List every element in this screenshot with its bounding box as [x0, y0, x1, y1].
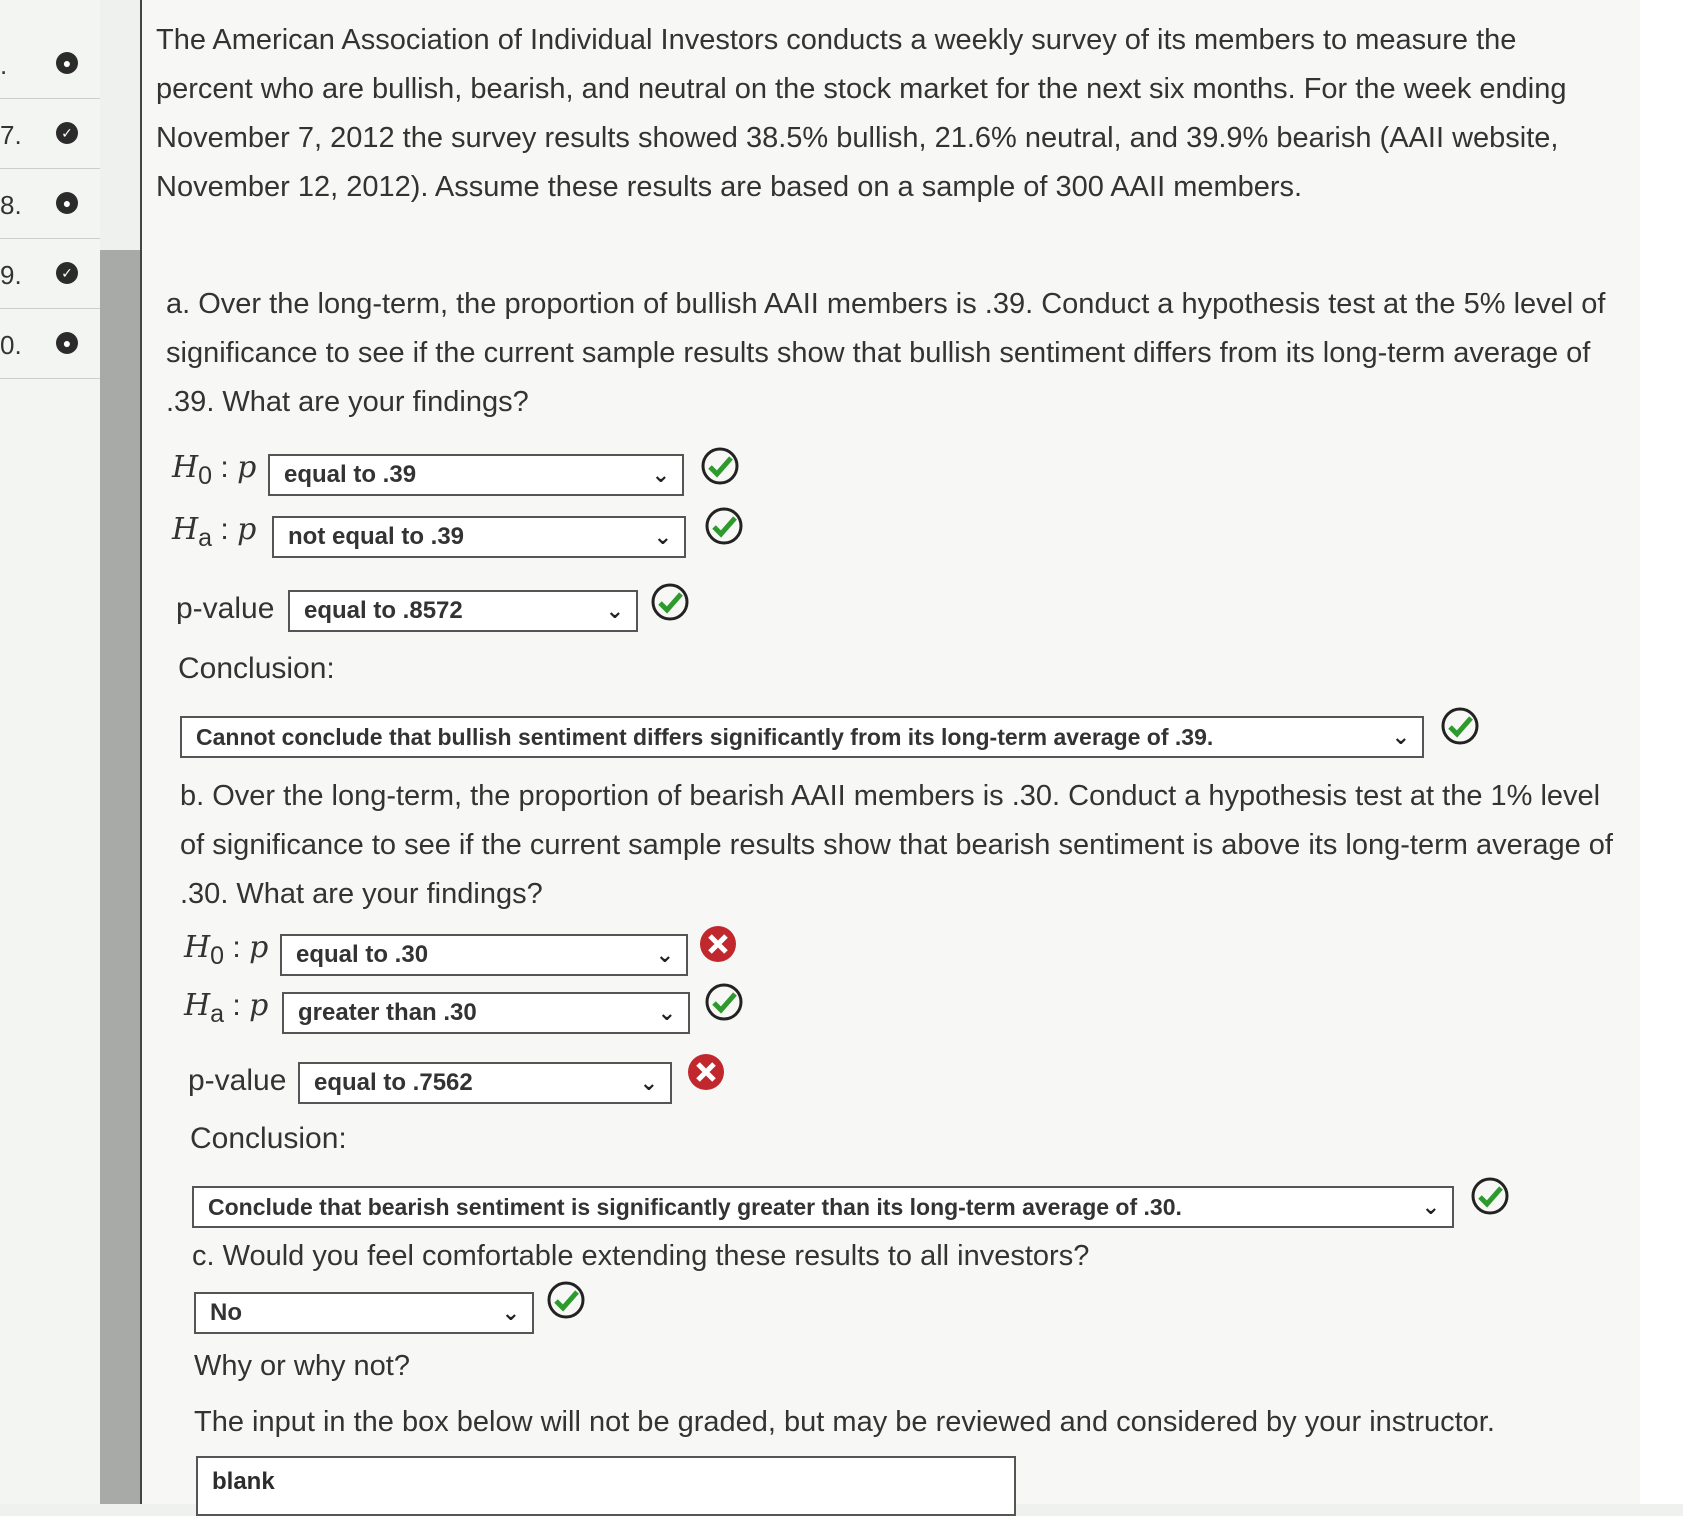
part-c-text: c. Would you feel comfortable extending these results to all investors?: [192, 1240, 1090, 1272]
nav-item-number: 0.: [0, 330, 22, 360]
a-pvalue-select[interactable]: equal to .8572 ⌄: [288, 590, 638, 632]
chevron-down-icon: ⌄: [1421, 1194, 1440, 1219]
incorrect-x-icon: [686, 1052, 726, 1092]
correct-check-icon: [1440, 706, 1480, 746]
a-conclusion-select[interactable]: Cannot conclude that bullish sentiment differs significantly from its long-term average of .39. ⌄: [180, 716, 1424, 758]
chevron-down-icon: ⌄: [653, 524, 672, 549]
correct-check-icon: [704, 982, 744, 1022]
nav-item[interactable]: [0, 28, 100, 99]
correct-check-icon: [546, 1280, 586, 1320]
chevron-down-icon: ⌄: [655, 942, 674, 967]
nav-item-number: 9.: [0, 260, 22, 290]
pvalue-label: p-value: [188, 1064, 287, 1097]
b-conclusion-select[interactable]: Conclude that bearish sentiment is significantly greater than its long-term average of .30. ⌄: [192, 1186, 1454, 1228]
a-ha-select[interactable]: not equal to .39 ⌄: [272, 516, 686, 558]
chevron-down-icon: ⌄: [605, 598, 624, 623]
ha-label: $H_a$ : p: [184, 988, 269, 1028]
question-intro: The American Association of Individual Investors conducts a weekly survey of its members to measure the percent who are bullish, bearish, and neutral on the stock market for the next six months. For the week ending November 7, 2012 the survey results showed 38.5% bullish, 21.6% neutral, and 39.9% bearish (AAII website, November 12, 2012). Assume these results are based on a sample of 300 AAII members.: [156, 24, 1567, 203]
question-nav: [0, 0, 100, 1504]
h0-label: $H_0$ : p: [184, 930, 269, 970]
check-icon: ✓: [56, 122, 78, 144]
part-a-text: a. Over the long-term, the proportion of bullish AAII members is .39. Conduct a hypothesis test at the 5% level of significance to see if the current sample results show that bullish sentiment differs from its long-term average of .39. What are your findings?: [166, 288, 1606, 418]
question-panel: [140, 0, 1644, 1504]
why-label: Why or why not?: [194, 1350, 410, 1382]
correct-check-icon: [1470, 1176, 1510, 1216]
nav-item[interactable]: [0, 308, 100, 379]
page-edge: [1640, 0, 1683, 1504]
b-h0-select[interactable]: equal to .30 ⌄: [280, 934, 688, 976]
why-textarea[interactable]: blank: [196, 1456, 1016, 1516]
correct-check-icon: [704, 506, 744, 546]
ungraded-note: The input in the box below will not be graded, but may be reviewed and considered by your instructor.: [194, 1406, 1495, 1438]
incorrect-x-icon: [698, 924, 738, 964]
part-b-text: b. Over the long-term, the proportion of bearish AAII members is .30. Conduct a hypothesis test at the 1% level of significance to see if the current sample results show that bearish sentiment is above its long-term average of .30. What are your findings?: [180, 780, 1613, 910]
nav-item-number: 7.: [0, 120, 22, 150]
h0-label: $H_0$ : p: [172, 450, 257, 490]
b-ha-select[interactable]: greater than .30 ⌄: [282, 992, 690, 1034]
check-icon: ✓: [56, 262, 78, 284]
correct-check-icon: [650, 582, 690, 622]
complete-icon: ●: [56, 332, 78, 354]
c-select[interactable]: No ⌄: [194, 1292, 534, 1334]
a-h0-select[interactable]: equal to .39 ⌄: [268, 454, 684, 496]
chevron-down-icon: ⌄: [657, 1000, 676, 1025]
chevron-down-icon: ⌄: [501, 1300, 520, 1325]
nav-item-number: 8.: [0, 190, 22, 220]
nav-item[interactable]: [0, 238, 100, 309]
nav-item[interactable]: [0, 168, 100, 239]
scrollbar[interactable]: [100, 250, 140, 1504]
chevron-down-icon: ⌄: [1391, 724, 1410, 749]
b-pvalue-select[interactable]: equal to .7562 ⌄: [298, 1062, 672, 1104]
conclusion-label: Conclusion:: [190, 1122, 347, 1155]
ha-label: $H_a$ : p: [172, 512, 257, 552]
chevron-down-icon: ⌄: [651, 462, 670, 487]
nav-item[interactable]: [0, 98, 100, 169]
complete-icon: ●: [56, 52, 78, 74]
pvalue-label: p-value: [176, 592, 275, 625]
complete-icon: ●: [56, 192, 78, 214]
nav-item-number: .: [0, 50, 8, 80]
correct-check-icon: [700, 446, 740, 486]
chevron-down-icon: ⌄: [639, 1070, 658, 1095]
conclusion-label: Conclusion:: [178, 652, 335, 685]
